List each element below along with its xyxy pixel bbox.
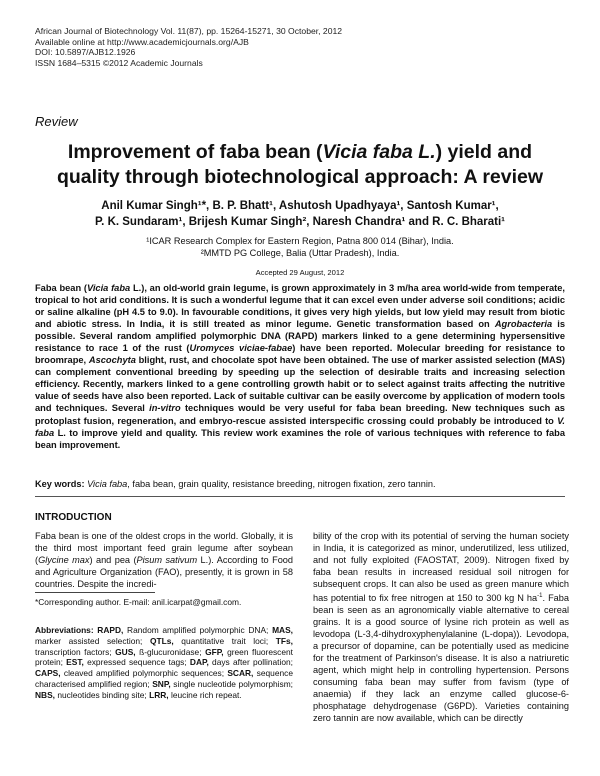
accepted-date: Accepted 29 August, 2012 xyxy=(255,268,345,277)
online-availability: Available online at http://www.academicjournals.org/AJB xyxy=(35,36,249,47)
article-type-label: Review xyxy=(35,114,78,129)
affiliation-1: ¹ICAR Research Complex for Eastern Region, Patna 800 014 (Bihar), India. xyxy=(146,236,454,246)
footnote-divider xyxy=(35,592,155,593)
abbreviations: Abbreviations: RAPD, Random amplified polymorphic DNA; MAS, marker assisted selection; QTLs, quantitative trait loci; TFs, transcription factors; GUS, ß-glucuronidase; GFP, green fluorescent protein; EST, expressed sequence tags; DAP, days after pollination; CAPS, cleaved amplified polymorphic sequences; SCAR, sequence characterised amplified region; SNP, single nucleotide polymorphism; NBS, nucleotides binding site; LRR, leucine rich repeat. xyxy=(35,625,293,700)
doi: DOI: 10.5897/AJB12.1926 xyxy=(35,47,136,58)
authors-line-2: P. K. Sundaram¹, Brijesh Kumar Singh², Naresh Chandra¹ and R. C. Bharati¹ xyxy=(94,216,506,228)
abstract: Faba bean (Vicia faba L.), an old-world grain legume, is grown approximately in 3 m/ha area world-wide from temperate, tropical to hot arid conditions. It is such a wonderful legume that it can excel even under adverse soil conditions; acidic or saline alkaline (pH 4.5 to 9.0). In favourable conditions, it gives very high yields, but low yield may result from biotic and abiotic stress. In India, it is still treated as minor legume. Genetic transformation based on Agrobacteria is possible. Several random amplified polymorphic DNA (RAPD) markers linked to a gene determining hypersensitive resistance to race 1 of the rust (Uromyces viciae-fabae) have been reported. Molecular breeding for resistance to broomrape, Ascochyta blight, rust, and chocolate spot have been obtained. The use of marker assisted selection (MAS) can complement conventional breeding by speeding up the selection of desirable traits and increasing selection efficiency. Recently, markers linked to a gene controlling growth habit or to select against traits affecting the nutritive value of seeds have also been reported. Lack of suitable cultivar can be easily overcome by application of modern tools and techniques. Several in-vitro techniques would be very useful for faba bean breeding. New techniques such as protoplast fusion, regeneration, and embryo-rescue assisted interspecific crossing could probably be introduced to V. faba L. to improve yield and quality. This review work examines the role of various techniques with reference to faba bean improvement. xyxy=(35,283,566,450)
paper-title: Improvement of faba bean (Vicia faba L.) yield and quality through biotechnological approach: A review xyxy=(56,141,544,188)
affiliation-2: ²MMTD PG College, Balia (Uttar Pradesh), India. xyxy=(200,248,400,258)
authors-line-1: Anil Kumar Singh¹*, B. P. Bhatt¹, Ashutosh Upadhyaya¹, Santosh Kumar¹, xyxy=(101,200,499,212)
corresponding-author: *Corresponding author. E-mail: anil.icarpat@gmail.com. xyxy=(35,597,242,607)
journal-citation: African Journal of Biotechnology Vol. 11(87), pp. 15264-15271, 30 October, 2012 xyxy=(35,26,343,36)
issn: ISSN 1684–5315 ©2012 Academic Journals xyxy=(35,57,203,68)
intro-paragraph-right: bility of the crop with its potential of serving the human society in India, it is categorized as minor, underutilized, less utilized, and not fully exploited (FAOSTAT, 2009). Nitrogen fixed by faba bean results in increased residual soil nitrogen for subsequent crops. It can also be used as green manure which has potential to fix free nitrogen at 150 to 300 kg N $ha^{-1}$. Faba bean is seen as an agronomically viable alternative to cereal grains. It is a good source of lysine rich protein as well as levodopa (L-3,4-dihydroxyphenylalanine (L-dopa)). Levodopa, a precursor of dopamine, can be potentially used as medicine for the treatment of Parkinson's disease. It is also a natriuretic agent, which might help in controlling hypertension. Persons consuming faba bean may suffer from favism (type of anaemia) if they lack an enzyme called glucose-6-phosphatage dehydrogenase (G6PD). Varieties containing zero tannin are now available, which can be directly xyxy=(313,531,570,724)
author-list xyxy=(40,198,560,230)
keywords-divider xyxy=(35,496,565,497)
keywords: Key words: Vicia faba, faba bean, grain quality, resistance breeding, nitrogen fixation, zero tannin. xyxy=(35,479,436,489)
introduction-left-column xyxy=(35,530,293,590)
introduction-heading: INTRODUCTION xyxy=(35,512,112,523)
keywords-label: Key words: xyxy=(35,479,85,489)
introduction-right-column xyxy=(313,530,569,724)
affiliations xyxy=(40,235,560,259)
intro-paragraph-left: Faba bean is one of the oldest crops in the world. Globally, it is the third most important feed grain legume after soybean (Glycine max) and pea (Pisum sativum L.). According to Food and Agriculture Organization (FAO), presently, it is grown in 58 countries. Despite the incredi- xyxy=(35,531,294,589)
journal-header xyxy=(35,26,342,68)
title-species: Vicia faba L. xyxy=(322,141,436,163)
